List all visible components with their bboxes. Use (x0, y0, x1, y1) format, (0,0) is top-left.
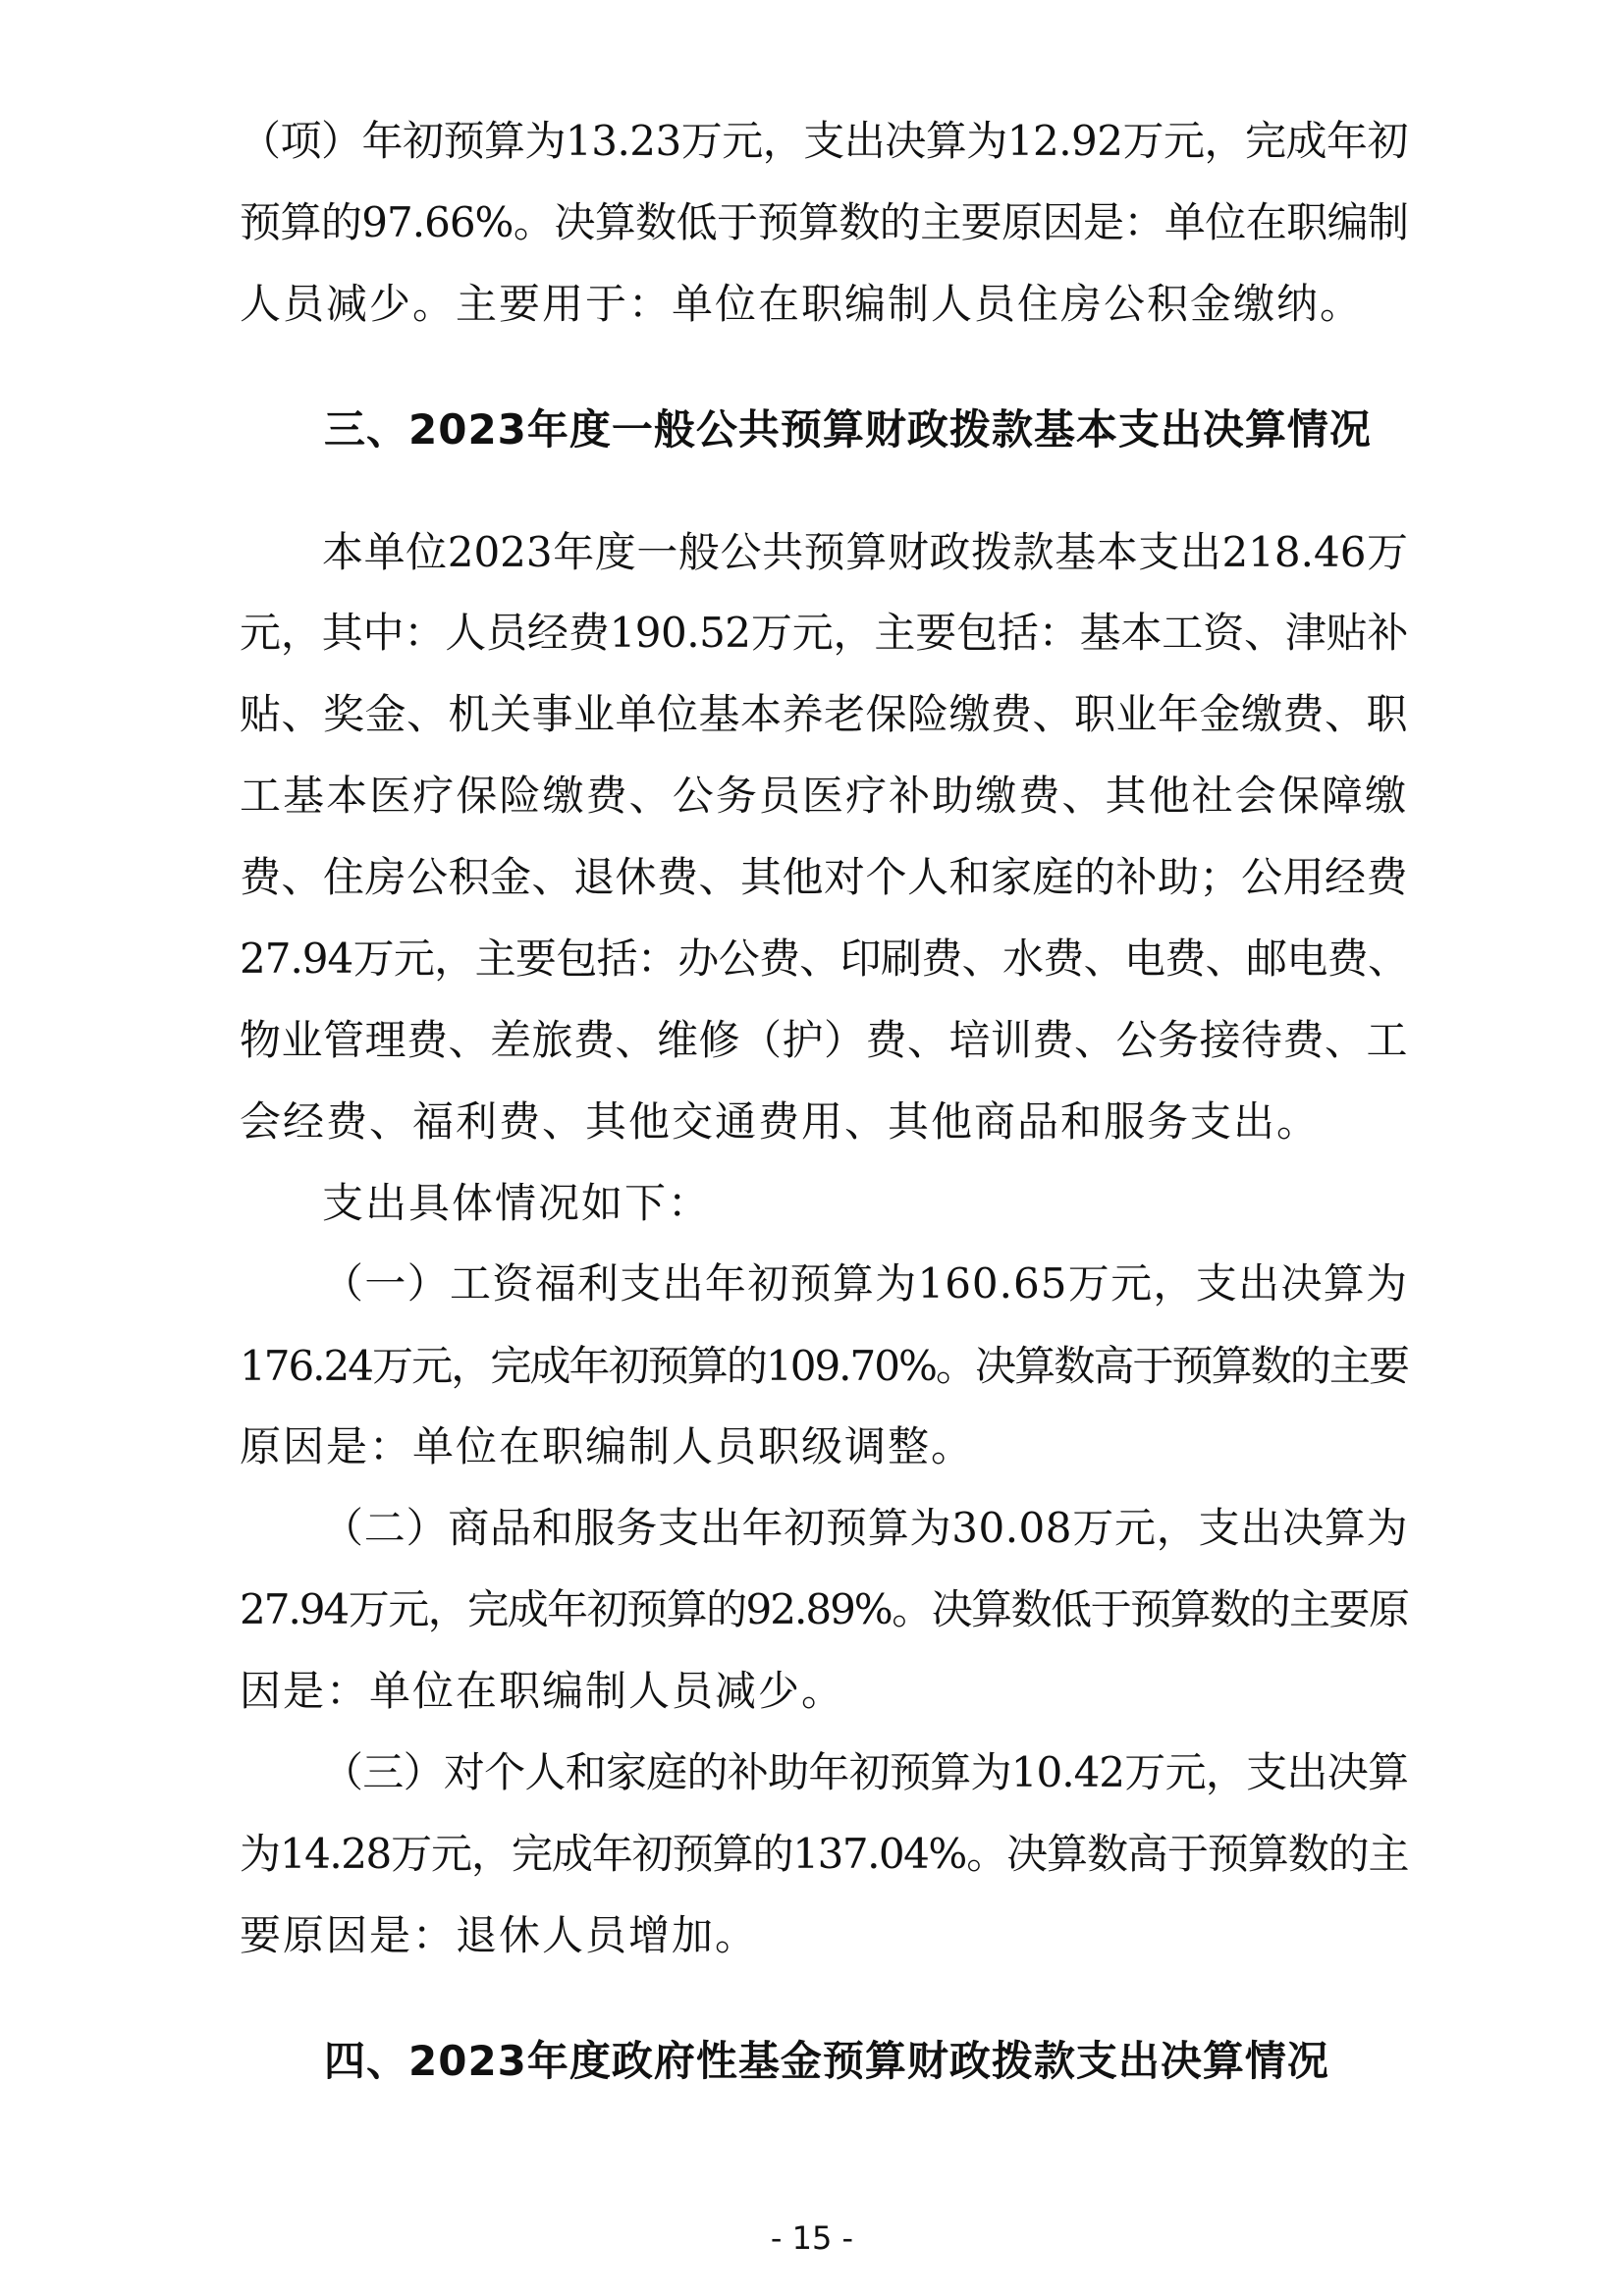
section-heading-3: 三、2023年度一般公共预算财政拨款基本支出决算情况 (324, 405, 1372, 454)
paragraph-line: 176.24万元，完成年初预算的109.70%。决算数高于预算数的主要 (240, 1342, 1408, 1390)
paragraph-line: 27.94万元，主要包括：办公费、印刷费、水费、电费、邮电费、 (240, 934, 1408, 983)
paragraph-line: （项）年初预算为13.23万元，支出决算为12.92万元，完成年初 (240, 117, 1408, 165)
paragraph-line: 原因是：单位在职编制人员职级调整。 (240, 1422, 975, 1470)
paragraph-line: 人员减少。主要用于：单位在职编制人员住房公积金缴纳。 (240, 280, 1364, 328)
paragraph-line: 因是：单位在职编制人员减少。 (240, 1667, 845, 1715)
paragraph-line: 要原因是：退休人员增加。 (240, 1911, 759, 1959)
paragraph-line: 工基本医疗保险缴费、公务员医疗补助缴费、其他社会保障缴 (240, 772, 1408, 820)
paragraph-line: 贴、奖金、机关事业单位基本养老保险缴费、职业年金缴费、职 (240, 690, 1409, 738)
paragraph-line: 27.94万元，完成年初预算的92.89%。决算数低于预算数的主要原 (240, 1585, 1408, 1633)
paragraph-line: （一）工资福利支出年初预算为160.65万元，支出决算为 (322, 1259, 1408, 1308)
paragraph-line: （三）对个人和家庭的补助年初预算为10.42万元，支出决算 (322, 1748, 1408, 1796)
paragraph-line: 本单位2023年度一般公共预算财政拨款基本支出218.46万 (322, 528, 1408, 576)
section-heading-4: 四、2023年度政府性基金预算财政拨款支出决算情况 (324, 2037, 1329, 2085)
paragraph-line: 元，其中：人员经费190.52万元，主要包括：基本工资、津贴补 (240, 609, 1408, 657)
paragraph-line: 费、住房公积金、退休费、其他对个人和家庭的补助；公用经费 (240, 853, 1409, 901)
paragraph-line: 预算的97.66%。决算数低于预算数的主要原因是：单位在职编制 (240, 198, 1408, 246)
paragraph-line: （二）商品和服务支出年初预算为30.08万元，支出决算为 (322, 1504, 1408, 1552)
details-lead: 支出具体情况如下： (322, 1179, 712, 1227)
paragraph-line: 会经费、福利费、其他交通费用、其他商品和服务支出。 (240, 1097, 1321, 1146)
paragraph-line: 为14.28万元，完成年初预算的137.04%。决算数高于预算数的主 (240, 1830, 1408, 1878)
paragraph-line: 物业管理费、差旅费、维修（护）费、培训费、公务接待费、工 (240, 1016, 1409, 1064)
page-number: - 15 - (770, 2219, 854, 2257)
